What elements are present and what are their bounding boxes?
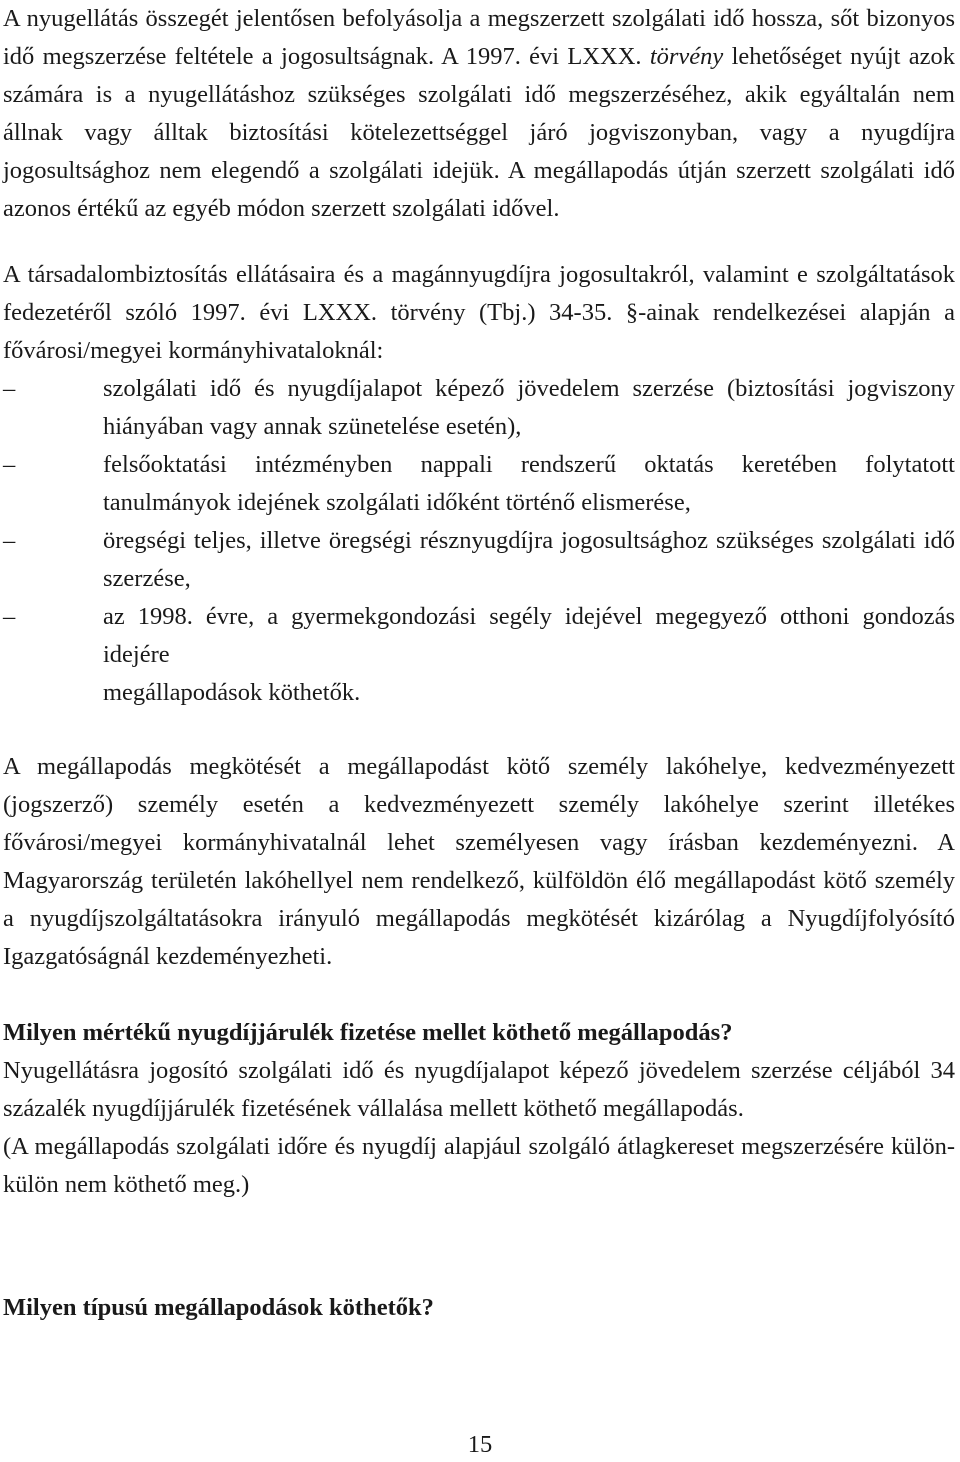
intro-text-b: lehetőséget nyújt azok számára is a nyugellátáshoz szükséges szolgálati idő megszerzéséhez, akik egyáltalán nem állnak vagy álltak biztosítási kötelezettséggel járó jogviszonyban, vagy a nyugdíjra jogosultsághoz nem elegendő a szolgálati idejük. A megállapodás útján szerzett szolgálati idő azonos értékű az egyéb módon szerzett szolgálati idővel.: [3, 43, 955, 222]
list-item: [3, 446, 955, 522]
list-trailing-text: megállapodások köthetők.: [103, 679, 361, 706]
document-page: [3, 0, 955, 1327]
intro-text-a: A nyugellátás összegét jelentősen befolyásolja a megszerzett szolgálati idő hossza, sőt bizonyos idő megszerzése feltétele a jogosultságnak. A 1997. évi LXXX.: [3, 5, 955, 70]
list-item-text: öregségi teljes, illetve öregségi résznyugdíjra jogosultsághoz szükséges szolgálati idő szerzése,: [103, 527, 955, 592]
list-item: [3, 598, 955, 674]
legal-basis-paragraph: A társadalombiztosítás ellátásaira és a magánnyugdíjra jogosultakról, valamint e szolgáltatások fedezetéről szóló 1997. évi LXXX. törvény (Tbj.) 34-35. §-ainak rendelkezései alapján a fővárosi/megyei kormányhivataloknál:: [3, 261, 955, 364]
dash-bullet: –: [3, 451, 16, 478]
intro-text-italic: törvény: [649, 43, 724, 70]
contribution-paragraph: Nyugellátásra jogosító szolgálati idő és nyugdíjalapot képező jövedelem szerzése céljából 34 százalék nyugdíjjárulék fizetésének vállalása mellett köthető megállapodás.: [3, 1057, 955, 1122]
list-item-text: szolgálati idő és nyugdíjalapot képező jövedelem szerzése (biztosítási jogviszony hiányában vagy annak szünetelése esetén),: [103, 375, 955, 440]
list-item: [3, 370, 955, 446]
list-item: [3, 522, 955, 598]
dash-bullet: –: [3, 603, 16, 630]
initiation-paragraph: A megállapodás megkötését a megállapodást kötő személy lakóhelye, kedvezményezett (jogszerző) személy esetén a kedvezményezett személy lakóhelye szerint illetékes fővárosi/megyei kormányhivatalnál lehet személyesen vagy írásban kezdeményezni. A Magyarország területén lakóhellyel nem rendelkező, külföldön élő megállapodást kötő személy a nyugdíjszolgáltatásokra irányuló megállapodás megkötését kizárólag a Nyugdíjfolyósító Igazgatóságnál kezdeményezheti.: [3, 753, 955, 970]
types-heading: Milyen típusú megállapodások köthetők?: [3, 1294, 434, 1321]
dash-bullet: –: [3, 527, 16, 554]
contribution-note: (A megállapodás szolgálati időre és nyugdíj alapjául szolgáló átlagkereset megszerzésére külön-külön nem köthető meg.): [3, 1133, 955, 1198]
dash-bullet: –: [3, 375, 16, 402]
page-number: 15: [467, 1431, 493, 1458]
list-item-text: az 1998. évre, a gyermekgondozási segély idejével megegyező otthoni gondozás idejére: [103, 603, 955, 668]
intro-paragraph: [3, 0, 955, 228]
agreement-types-list: [3, 370, 955, 674]
list-item-text: felsőoktatási intézményben nappali rendszerű oktatás keretében folytatott tanulmányok idejének szolgálati időként történő elismerése,: [103, 451, 955, 516]
contribution-heading: Milyen mértékű nyugdíjjárulék fizetése mellet köthető megállapodás?: [3, 1019, 733, 1046]
